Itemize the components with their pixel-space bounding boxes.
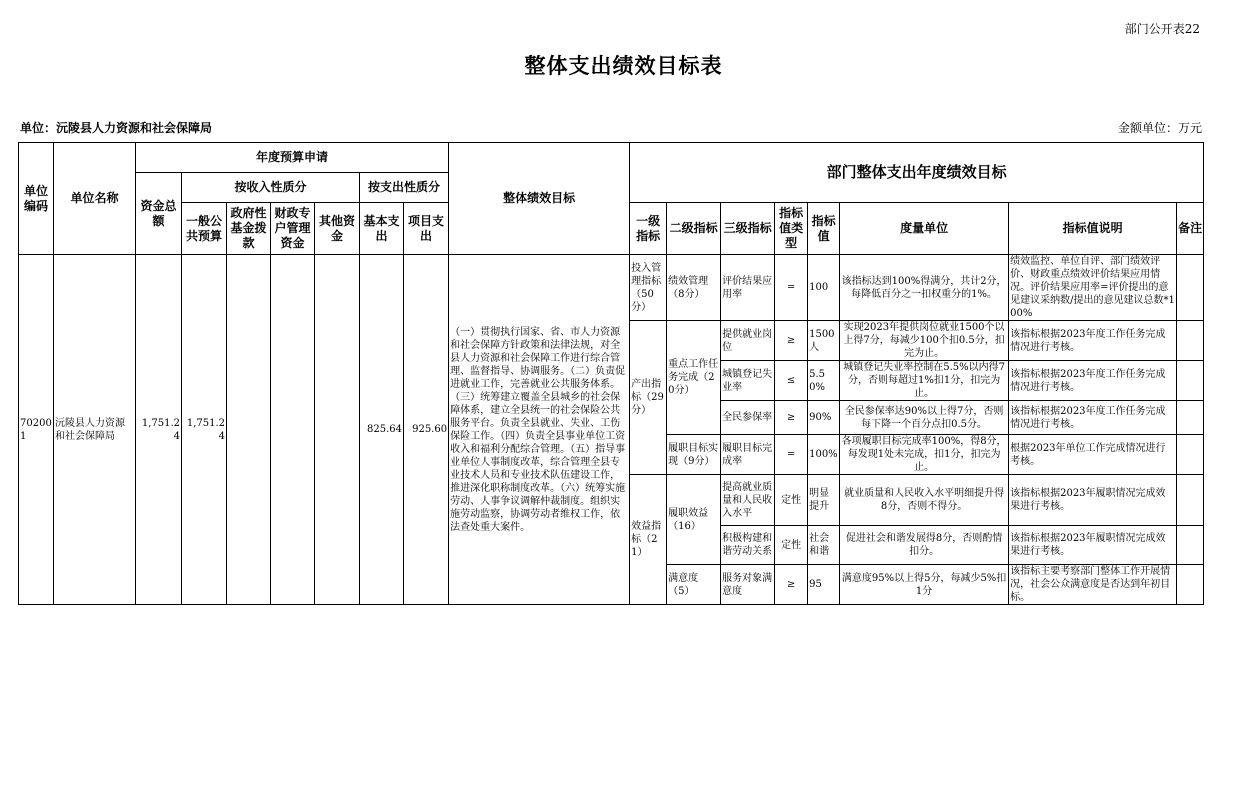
header-level2: 二级指标 — [667, 203, 721, 255]
measure-cell: 实现2023年提供岗位就业1500个以上得7分，每减少100个扣0.5分，扣完为止。 — [840, 321, 1009, 361]
desc-cell: 该指标根据2023年履职情况完成效果进行考核。 — [1009, 526, 1177, 565]
general-budget-cell: 1,751.24 — [182, 255, 227, 605]
project-expense-cell: 925.60 — [404, 255, 449, 605]
header-measure-unit: 度量单位 — [840, 203, 1009, 255]
value-type-cell: ≥ — [775, 401, 808, 435]
level1-input: 投入管理指标（50分） — [630, 255, 667, 321]
header-project-expense: 项目支出 — [404, 203, 449, 255]
level2-perf-mgmt: 绩效管理（8分） — [667, 255, 721, 321]
money-unit-label: 金额单位：万元 — [1117, 121, 1202, 135]
remark-cell — [1177, 361, 1204, 401]
page-title: 整体支出绩效目标表 — [524, 54, 723, 78]
header-basic-expense: 基本支出 — [360, 203, 404, 255]
level1-benefit: 效益指标（21） — [630, 475, 667, 605]
desc-cell: 根据2023年单位工作完成情况进行考核。 — [1009, 435, 1177, 475]
level2-duty: 履职目标实现（9分） — [667, 435, 721, 475]
header-special-account: 财政专户管理资金 — [271, 203, 315, 255]
level3-cell: 积极构建和谐劳动关系 — [721, 526, 775, 565]
header-unit-code: 单位编码 — [19, 143, 54, 255]
level1-output: 产出指标（29分） — [630, 321, 667, 475]
header-gov-fund: 政府性基金拨款 — [227, 203, 271, 255]
desc-cell: 该指标根据2023年履职情况完成效果进行考核。 — [1009, 475, 1177, 526]
level3-cell: 城镇登记失业率 — [721, 361, 775, 401]
level3-cell: 服务对象满意度 — [721, 565, 775, 605]
level3-cell: 全民参保率 — [721, 401, 775, 435]
level3-cell: 评价结果应用率 — [721, 255, 775, 321]
value-type-cell: 定性 — [775, 526, 808, 565]
value-cell: 100% — [808, 435, 840, 475]
header-by-income: 按收入性质分 — [182, 173, 360, 203]
remark-cell — [1177, 401, 1204, 435]
unit-code-cell: 702001 — [19, 255, 54, 605]
header-value: 指标值 — [808, 203, 840, 255]
desc-cell: 该指标根据2023年度工作任务完成情况进行考核。 — [1009, 361, 1177, 401]
value-type-cell: ≥ — [775, 321, 808, 361]
unit-label: 单位：沅陵县人力资源和社会保障局 — [20, 121, 213, 135]
value-cell: 5.50% — [808, 361, 840, 401]
header-total-funds: 资金总额 — [136, 173, 182, 255]
other-funds-cell — [315, 255, 360, 605]
value-type-cell: ≥ — [775, 565, 808, 605]
measure-cell: 全民参保率达90%以上得7分，否则每下降一个百分点扣0.5分。 — [840, 401, 1009, 435]
measure-cell: 满意度95%以上得5分，每减少5%扣1分 — [840, 565, 1009, 605]
measure-cell: 该指标达到100%得满分，共计2分，每降低百分之一扣权重分的1%。 — [840, 255, 1009, 321]
value-type-cell: 定性 — [775, 475, 808, 526]
header-level3: 三级指标 — [721, 203, 775, 255]
value-type-cell: = — [775, 435, 808, 475]
performance-table — [18, 142, 1204, 605]
value-type-cell: = — [775, 255, 808, 321]
measure-cell: 城镇登记失业率控制在5.5%以内得7分，否则每超过1%扣1分，扣完为止。 — [840, 361, 1009, 401]
remark-cell — [1177, 565, 1204, 605]
table-number-label: 部门公开表22 — [1124, 22, 1200, 36]
measure-cell: 各项履职目标完成率100%，得8分，每发现1处未完成，扣1分，扣完为止。 — [840, 435, 1009, 475]
header-unit-name: 单位名称 — [54, 143, 136, 255]
desc-cell: 该指标根据2023年度工作任务完成情况进行考核。 — [1009, 401, 1177, 435]
header-dept-goal: 部门整体支出年度绩效目标 — [630, 143, 1204, 203]
header-other-funds: 其他资金 — [315, 203, 360, 255]
header-remark: 备注 — [1177, 203, 1204, 255]
header-by-expense: 按支出性质分 — [360, 173, 449, 203]
unit-name-cell: 沅陵县人力资源和社会保障局 — [54, 255, 136, 605]
level2-key-work: 重点工作任务完成（20分） — [667, 321, 721, 435]
header-overall-goal: 整体绩效目标 — [449, 143, 630, 255]
remark-cell — [1177, 435, 1204, 475]
value-cell: 明显提升 — [808, 475, 840, 526]
special-account-cell — [271, 255, 315, 605]
desc-cell: 绩效监控、单位自评、部门绩效评价、财政重点绩效评价结果应用情况。评价结果应用率=评价提出的意见建议采纳数/提出的意见建议总数*100% — [1010, 256, 1175, 319]
value-cell: 社会和谐 — [808, 526, 840, 565]
remark-cell — [1177, 321, 1204, 361]
header-general-budget: 一般公共预算 — [182, 203, 227, 255]
overall-goal-cell: （一）贯彻执行国家、省、市人力资源和社会保障方针政策和法律法规，对全县人力资源和社会保障工作进行综合管理、监督指导、协调服务。（二）负责促进就业工作，完善就业公共服务体系。（三）统筹建立覆盖全县城乡的社会保障体系，建立全县统一的社会保险公共服务平台。负责全县就业、失业、工伤保险工作。（四）负责全县事业单位工资收入和福利分配综合管理。（五）指导事业单位人事制度改革，综合管理全县专业技术人员和专业技术队伍建设工作，推进深化职称制度改革。（六）统筹实施劳动、人事争议调解仲裁制度。组织实施劳动监察，协调劳动者维权工作，依法查处重大案件。 — [449, 255, 630, 605]
desc-cell: 该指标根据2023年度工作任务完成情况进行考核。 — [1009, 321, 1177, 361]
value-cell: 95 — [808, 565, 840, 605]
header-level1: 一级指标 — [630, 203, 667, 255]
desc-cell: 该指标主要考察部门整体工作开展情况，社会公众满意度是否达到年初目标。 — [1009, 565, 1177, 605]
level3-cell: 提供就业岗位 — [721, 321, 775, 361]
level3-cell: 履职目标完成率 — [721, 435, 775, 475]
remark-cell — [1177, 475, 1204, 526]
remark-cell — [1177, 526, 1204, 565]
total-funds-cell: 1,751.24 — [136, 255, 182, 605]
value-cell: 90% — [808, 401, 840, 435]
value-cell: 100 — [808, 255, 840, 321]
level2-satisfaction: 满意度（5） — [667, 565, 721, 605]
basic-expense-cell: 825.64 — [360, 255, 404, 605]
measure-cell: 就业质量和人民收入水平明细提升得8分，否则不得分。 — [840, 475, 1009, 526]
level2-duty-benefit: 履职效益（16） — [667, 475, 721, 565]
remark-cell — [1177, 255, 1204, 321]
level3-cell: 提高就业质量和人民收入水平 — [721, 475, 775, 526]
header-budget-apply: 年度预算申请 — [136, 143, 449, 173]
value-cell: 1500人 — [808, 321, 840, 361]
gov-fund-cell — [227, 255, 271, 605]
header-value-type: 指标值类型 — [775, 203, 808, 255]
value-type-cell: ≤ — [775, 361, 808, 401]
measure-cell: 促进社会和谐发展得8分，否则酌情扣分。 — [840, 526, 1009, 565]
header-value-desc: 指标值说明 — [1009, 203, 1177, 255]
